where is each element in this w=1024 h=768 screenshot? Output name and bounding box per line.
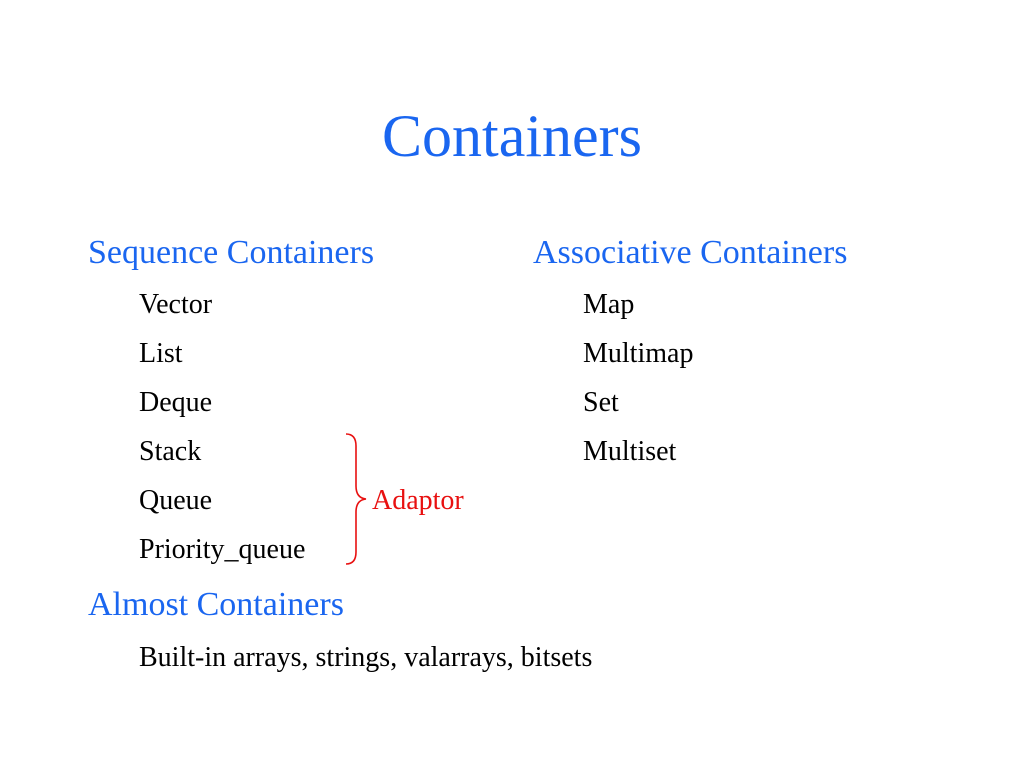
sequence-item-queue: Queue (139, 485, 213, 516)
associative-item-multimap: Multimap (583, 338, 694, 369)
adaptor-label: Adaptor (372, 485, 464, 516)
associative-item-multiset: Multiset (583, 436, 677, 467)
sequence-item-list: List (139, 338, 183, 369)
sequence-item-stack: Stack (139, 436, 202, 467)
almost-containers-heading: Almost Containers (88, 586, 344, 623)
slide-title: Containers (382, 103, 642, 169)
sequence-item-priority-queue: Priority_queue (139, 534, 306, 565)
sequence-item-vector: Vector (139, 289, 213, 320)
almost-item-builtins: Built-in arrays, strings, valarrays, bitsets (139, 642, 593, 673)
curly-brace-icon (344, 432, 374, 566)
associative-item-map: Map (583, 289, 635, 320)
associative-item-set: Set (583, 387, 619, 418)
sequence-containers-heading: Sequence Containers (88, 234, 375, 271)
associative-containers-heading: Associative Containers (533, 234, 848, 271)
sequence-item-deque: Deque (139, 387, 213, 418)
